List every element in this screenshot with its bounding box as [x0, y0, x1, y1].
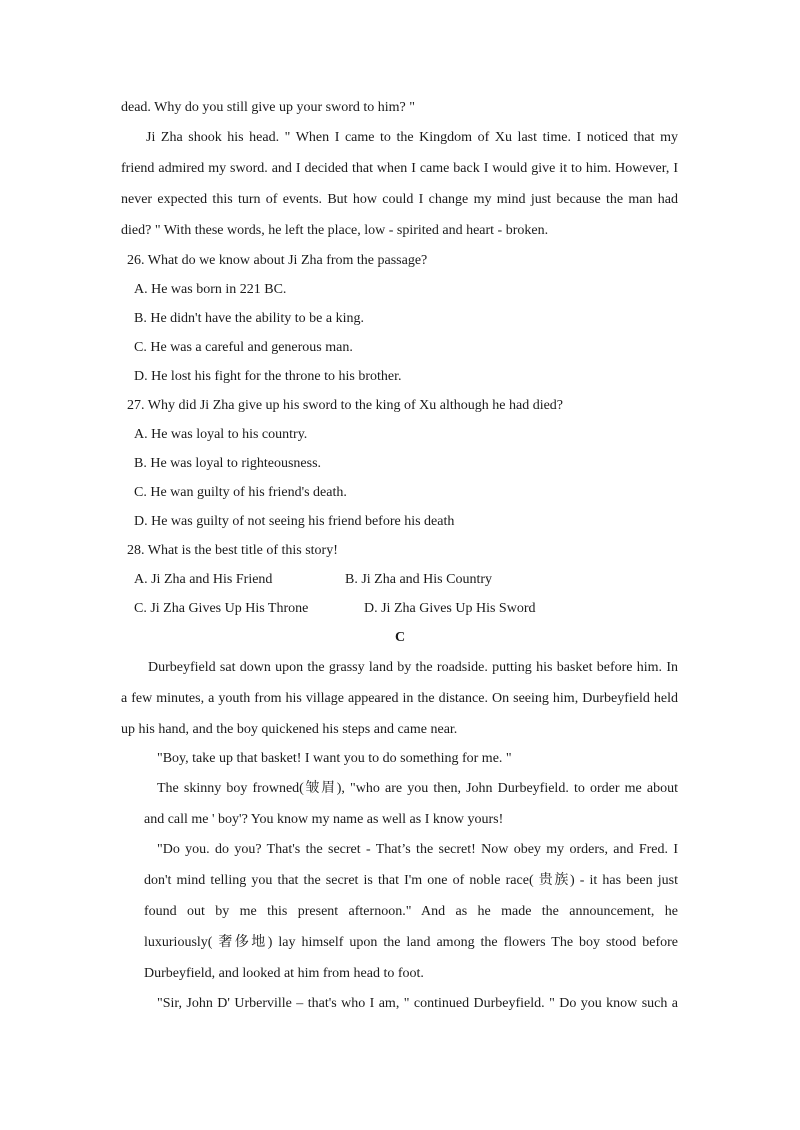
question-26-option-a: A. He was born in 221 BC. [134, 282, 287, 297]
section-c-line-12: "Sir, John D' Urberville – that's who I am, " continued Durbeyfield. " Do you know such a [157, 996, 678, 1011]
section-c-line-8: don't mind telling you that the secret is that I'm one of noble race( 贵族) - it has been just [144, 873, 678, 888]
question-26-option-c: C. He was a careful and generous man. [134, 340, 353, 355]
question-26-option-b: B. He didn't have the ability to be a king. [134, 311, 364, 326]
question-28-stem: 28. What is the best title of this story! [127, 543, 338, 558]
section-c-line-9: found out by me this present afternoon." And as he made the announcement, he [144, 904, 678, 919]
question-28-option-d: D. Ji Zha Gives Up His Sword [364, 601, 536, 616]
section-c-line-3: up his hand, and the boy quickened his steps and came near. [121, 722, 458, 737]
passage-b-line-1: dead. Why do you still give up your sword to him? " [121, 100, 415, 115]
section-c-line-7: "Do you. do you? That's the secret - That’s the secret! Now obey my orders, and Fred. I [157, 842, 678, 857]
passage-b-line-5: died? " With these words, he left the place, low - spirited and heart - broken. [121, 223, 549, 238]
section-c-line-2: a few minutes, a youth from his village appeared in the distance. On seeing him, Durbeyfield held [121, 691, 678, 706]
section-c-line-1: Durbeyfield sat down upon the grassy land by the roadside. putting his basket before him. In [148, 660, 678, 675]
section-c-line-10: luxuriously( 奢侈地) lay himself upon the land among the flowers The boy stood before [144, 935, 678, 950]
section-c-line-4: "Boy, take up that basket! I want you to do something for me. " [157, 751, 512, 766]
section-c-line-5: The skinny boy frowned(皱眉), "who are you then, John Durbeyfield. to order me about [157, 781, 678, 796]
section-c-heading: C [394, 630, 406, 645]
question-27-option-d: D. He was guilty of not seeing his friend before his death [134, 514, 455, 529]
question-28-option-c: C. Ji Zha Gives Up His Throne [134, 601, 309, 616]
section-c-line-11: Durbeyfield, and looked at him from head to foot. [144, 966, 424, 981]
question-26-option-d: D. He lost his fight for the throne to his brother. [134, 369, 402, 384]
question-27-option-b: B. He was loyal to righteousness. [134, 456, 322, 471]
question-27-option-c: C. He wan guilty of his friend's death. [134, 485, 347, 500]
passage-b-line-3: friend admired my sword. and I decided that when I came back I would give it to him. However, I [121, 161, 678, 176]
question-28-option-a: A. Ji Zha and His Friend [134, 572, 273, 587]
question-26-stem: 26. What do we know about Ji Zha from the passage? [127, 253, 428, 268]
passage-b-line-2: Ji Zha shook his head. " When I came to the Kingdom of Xu last time. I noticed that my [146, 130, 678, 145]
question-27-option-a: A. He was loyal to his country. [134, 427, 308, 442]
section-c-line-6: and call me ' boy'? You know my name as well as I know yours! [144, 812, 504, 827]
question-28-option-b: B. Ji Zha and His Country [345, 572, 492, 587]
passage-b-line-4: never expected this turn of events. But how could I change my mind just because the man had [121, 192, 678, 207]
question-27-stem: 27. Why did Ji Zha give up his sword to the king of Xu although he had died? [127, 398, 564, 413]
